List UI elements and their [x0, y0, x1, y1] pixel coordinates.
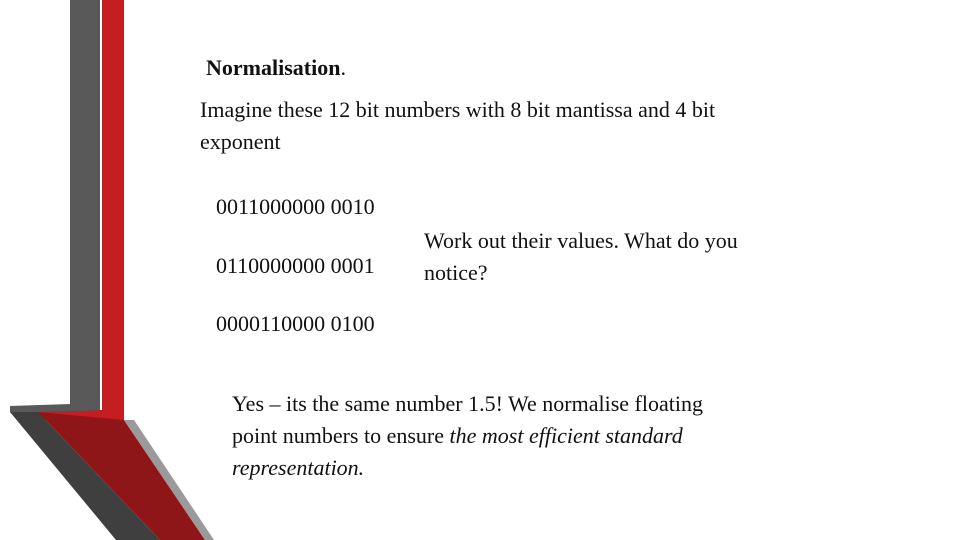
slide-title-suffix: .: [340, 55, 346, 80]
answer-plain: Yes – its the same number 1.5! We normalise floating point numbers to ensure: [232, 391, 703, 448]
answer-emphasis: the most efficient standard representation.: [232, 422, 683, 480]
slide-title: [206, 52, 346, 84]
question-text: Work out their values. What do you notice?: [424, 228, 738, 285]
binary-number-1: 0011000000 0010: [216, 194, 375, 219]
answer-text: [232, 388, 732, 484]
slide-title-text: Normalisation: [206, 55, 341, 80]
binary-number-2: 0110000000 0001: [216, 253, 375, 278]
intro-text: Imagine these 12 bit numbers with 8 bit mantissa and 4 bit exponent: [200, 97, 716, 154]
gray-bar: [10, 0, 100, 416]
binary-number-3: 0000110000 0100: [216, 311, 375, 336]
